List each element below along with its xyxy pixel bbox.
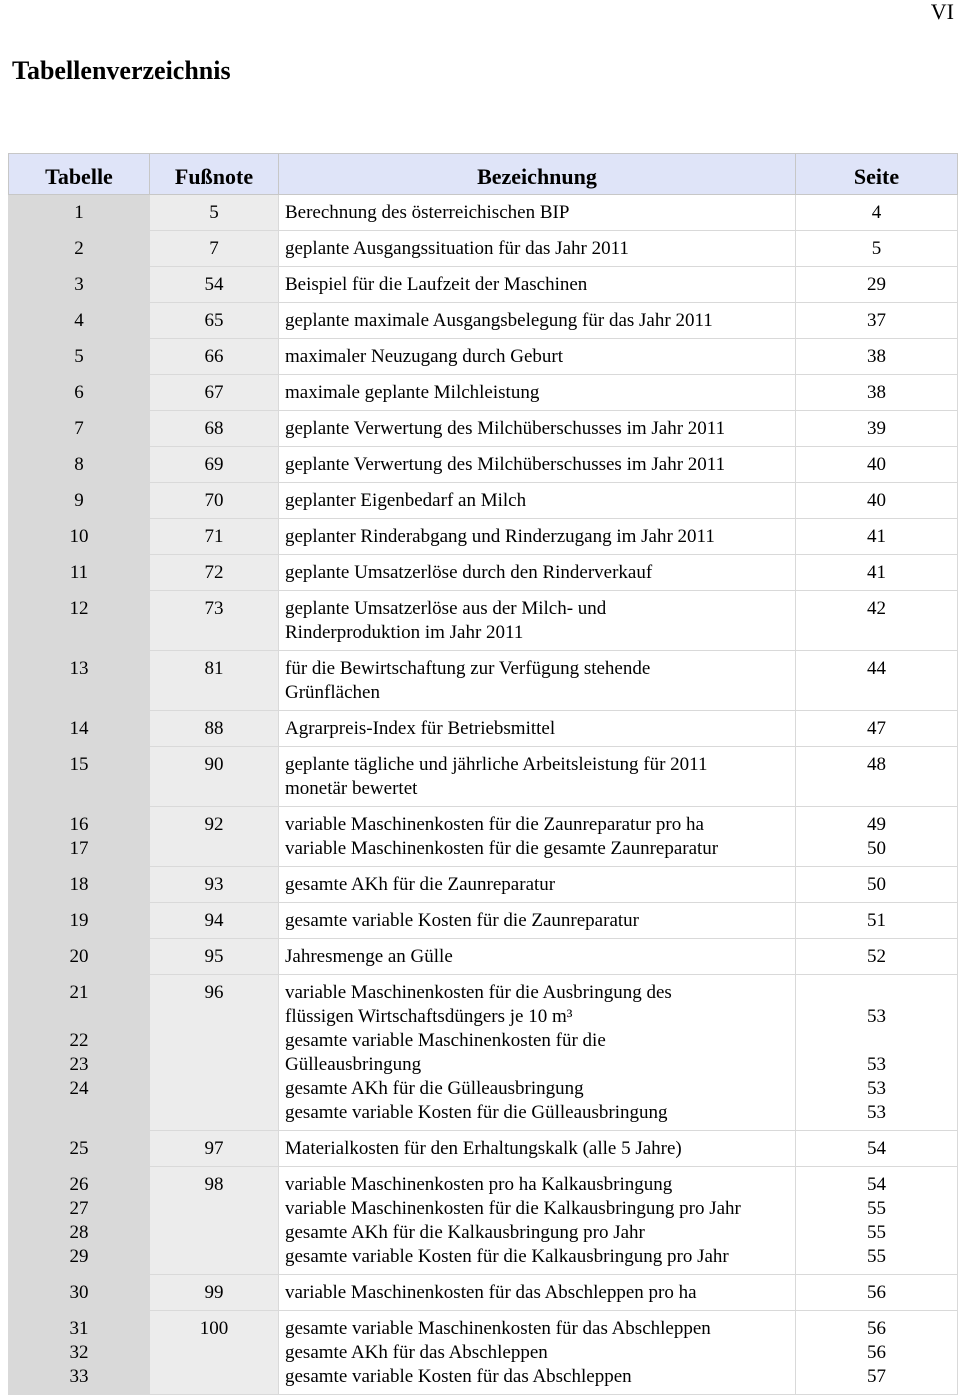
footnote-cell xyxy=(150,651,279,711)
page-ref: 53 xyxy=(867,1054,886,1075)
description-text: geplante Umsatzerlöse durch den Rinderverkauf xyxy=(285,562,653,583)
footnote-cell xyxy=(150,519,279,555)
table-number: 31 xyxy=(69,1318,89,1339)
header-description: Bezeichnung xyxy=(279,154,796,195)
table-number: 23 xyxy=(69,1054,89,1075)
page-number-cell xyxy=(796,411,958,447)
footnote-cell xyxy=(150,411,279,447)
table-number-cell xyxy=(9,267,150,303)
description-text: geplante Umsatzerlöse aus der Milch- und xyxy=(285,598,607,619)
description-cell xyxy=(279,591,796,651)
table-row xyxy=(9,555,958,591)
page-ref: 56 xyxy=(867,1282,886,1303)
table-row xyxy=(9,1167,958,1275)
table-number: 21 xyxy=(69,982,89,1003)
table-row xyxy=(9,975,958,1131)
description-cell xyxy=(279,975,796,1131)
table-row xyxy=(9,375,958,411)
page-ref: 53 xyxy=(867,1102,886,1123)
page-ref: 41 xyxy=(867,526,886,547)
table-number-cell xyxy=(9,1311,150,1395)
footnote-number: 68 xyxy=(204,418,224,439)
page-ref: 5 xyxy=(871,238,882,259)
footnote-number: 67 xyxy=(204,382,224,403)
description-text: Grünflächen xyxy=(285,682,380,703)
footnote-cell xyxy=(150,267,279,303)
footnote-cell xyxy=(150,975,279,1131)
table-row xyxy=(9,747,958,807)
table-row xyxy=(9,339,958,375)
table-number-cell xyxy=(9,447,150,483)
table-number: 15 xyxy=(69,754,89,775)
table-number xyxy=(15,1101,143,1125)
page-ref: 39 xyxy=(867,418,886,439)
page-number-cell xyxy=(796,711,958,747)
page-ref: 50 xyxy=(867,838,886,859)
footnote-number: 99 xyxy=(204,1282,224,1303)
page-number-cell xyxy=(796,651,958,711)
header-table: Tabelle xyxy=(9,154,150,195)
table-number: 1 xyxy=(74,202,84,223)
description-text: flüssigen Wirtschaftsdüngers je 10 m³ xyxy=(285,1006,573,1027)
footnote-cell xyxy=(150,1167,279,1275)
table-number: 9 xyxy=(74,490,84,511)
page-ref: 55 xyxy=(867,1222,886,1243)
table-number: 20 xyxy=(69,946,89,967)
page-ref: 53 xyxy=(867,1006,886,1027)
table-number: 3 xyxy=(74,274,84,295)
description-text: variable Maschinenkosten pro ha Kalkausbringung xyxy=(285,1174,673,1195)
table-body xyxy=(9,195,958,1395)
page-number-cell xyxy=(796,1131,958,1167)
description-text: geplante Verwertung des Milchüberschusses im Jahr 2011 xyxy=(285,454,726,475)
table-number: 14 xyxy=(69,718,89,739)
page-number-cell xyxy=(796,339,958,375)
footnote-number: 97 xyxy=(204,1138,224,1159)
table-number-cell xyxy=(9,555,150,591)
table-row xyxy=(9,519,958,555)
page-ref: 55 xyxy=(867,1198,886,1219)
header-footnote: Fußnote xyxy=(150,154,279,195)
description-text: gesamte AKh für die Kalkausbringung pro Jahr xyxy=(285,1222,645,1243)
page-number-cell xyxy=(796,747,958,807)
table-number-cell xyxy=(9,303,150,339)
page-ref: 57 xyxy=(867,1366,886,1387)
table-number: 13 xyxy=(69,658,89,679)
description-text: Beispiel für die Laufzeit der Maschinen xyxy=(285,274,588,295)
footnote-number: 92 xyxy=(204,814,224,835)
table-number-cell xyxy=(9,375,150,411)
footnote-cell xyxy=(150,303,279,339)
description-cell xyxy=(279,339,796,375)
footnote-cell xyxy=(150,867,279,903)
page-number-cell xyxy=(796,1311,958,1395)
table-number-cell xyxy=(9,747,150,807)
page-number-cell xyxy=(796,303,958,339)
page-number-cell xyxy=(796,867,958,903)
page-number: VI xyxy=(930,0,954,24)
footnote-cell xyxy=(150,807,279,867)
table-number: 24 xyxy=(69,1078,89,1099)
table-number-cell xyxy=(9,903,150,939)
table-number: 6 xyxy=(74,382,84,403)
page-ref xyxy=(802,1029,951,1053)
page-ref: 41 xyxy=(867,562,886,583)
page-ref: 4 xyxy=(871,202,882,223)
page-number-cell xyxy=(796,267,958,303)
description-text: variable Maschinenkosten für die Zaunreparatur pro ha xyxy=(285,814,704,835)
page-ref: 29 xyxy=(867,274,886,295)
page-number-cell xyxy=(796,1275,958,1311)
description-text: gesamte variable Kosten für die Zaunreparatur xyxy=(285,910,639,931)
table-number: 27 xyxy=(69,1198,89,1219)
page-ref: 38 xyxy=(867,346,886,367)
footnote-number: 90 xyxy=(204,754,224,775)
table-number-cell xyxy=(9,411,150,447)
description-text: Rinderproduktion im Jahr 2011 xyxy=(285,622,524,643)
table-number-cell xyxy=(9,339,150,375)
page-ref: 42 xyxy=(867,598,886,619)
description-text: monetär bewertet xyxy=(285,778,418,799)
description-text: gesamte variable Kosten für die Gülleausbringung xyxy=(285,1102,668,1123)
footnote-number: 65 xyxy=(204,310,224,331)
description-text: gesamte AKh für das Abschleppen xyxy=(285,1342,548,1363)
description-cell xyxy=(279,1167,796,1275)
footnote-number: 95 xyxy=(204,946,224,967)
page-number-cell xyxy=(796,807,958,867)
description-cell xyxy=(279,1275,796,1311)
table-row xyxy=(9,807,958,867)
description-cell xyxy=(279,519,796,555)
table-number: 19 xyxy=(69,910,89,931)
table-number-cell xyxy=(9,519,150,555)
table-number xyxy=(15,1005,143,1029)
table-number: 4 xyxy=(74,310,84,331)
footnote-number: 54 xyxy=(204,274,224,295)
table-number: 32 xyxy=(69,1342,89,1363)
page-ref: 55 xyxy=(867,1246,886,1267)
description-cell xyxy=(279,1131,796,1167)
footnote-number: 71 xyxy=(204,526,224,547)
page-ref: 52 xyxy=(867,946,886,967)
footnote-cell xyxy=(150,447,279,483)
page-ref: 47 xyxy=(867,718,886,739)
table-number: 25 xyxy=(69,1138,89,1159)
description-cell xyxy=(279,375,796,411)
table-number-cell xyxy=(9,711,150,747)
table-number: 28 xyxy=(69,1222,89,1243)
footnote-cell xyxy=(150,555,279,591)
table-header xyxy=(9,154,958,195)
page-number-cell xyxy=(796,903,958,939)
footnote-number: 7 xyxy=(209,238,219,259)
table-number: 26 xyxy=(69,1174,89,1195)
description-cell xyxy=(279,267,796,303)
table-row xyxy=(9,411,958,447)
table-number: 30 xyxy=(69,1282,89,1303)
footnote-number: 81 xyxy=(204,658,224,679)
page-number-cell xyxy=(796,519,958,555)
table-number-cell xyxy=(9,1131,150,1167)
table-number: 33 xyxy=(69,1366,89,1387)
description-text: Materialkosten für den Erhaltungskalk (alle 5 Jahre) xyxy=(285,1138,682,1159)
footnote-number: 73 xyxy=(204,598,224,619)
description-cell xyxy=(279,447,796,483)
footnote-cell xyxy=(150,1311,279,1395)
table-number-cell xyxy=(9,807,150,867)
table-number-cell xyxy=(9,975,150,1131)
page-ref: 50 xyxy=(867,874,886,895)
description-cell xyxy=(279,867,796,903)
table-number: 11 xyxy=(69,562,89,583)
description-text: geplante Verwertung des Milchüberschusses im Jahr 2011 xyxy=(285,418,726,439)
footnote-cell xyxy=(150,1275,279,1311)
description-text: gesamte variable Kosten für die Kalkausbringung pro Jahr xyxy=(285,1246,729,1267)
page-ref: 37 xyxy=(867,310,886,331)
description-text: variable Maschinenkosten für die Kalkausbringung pro Jahr xyxy=(285,1198,741,1219)
footnote-cell xyxy=(150,231,279,267)
table-row xyxy=(9,1131,958,1167)
footnote-cell xyxy=(150,903,279,939)
footnote-number: 70 xyxy=(204,490,224,511)
footnote-cell xyxy=(150,747,279,807)
page-ref: 49 xyxy=(867,814,886,835)
page-ref: 40 xyxy=(867,490,886,511)
footnote-number: 88 xyxy=(204,718,224,739)
description-cell xyxy=(279,939,796,975)
page-ref: 54 xyxy=(867,1138,886,1159)
page-ref: 40 xyxy=(867,454,886,475)
page-title: Tabellenverzeichnis xyxy=(12,56,231,85)
page-number-cell xyxy=(796,975,958,1131)
table-number-cell xyxy=(9,939,150,975)
table-row xyxy=(9,1275,958,1311)
table-number: 10 xyxy=(69,526,89,547)
description-text: variable Maschinenkosten für die Ausbringung des xyxy=(285,982,672,1003)
description-text: gesamte AKh für die Zaunreparatur xyxy=(285,874,556,895)
page-number-cell xyxy=(796,555,958,591)
description-text: gesamte AKh für die Gülleausbringung xyxy=(285,1078,584,1099)
table-number: 22 xyxy=(69,1030,89,1051)
table-row xyxy=(9,651,958,711)
description-text: variable Maschinenkosten für die gesamte Zaunreparatur xyxy=(285,838,719,859)
table-number: 8 xyxy=(74,454,84,475)
table-number: 16 xyxy=(69,814,89,835)
description-text: geplante Ausgangssituation für das Jahr 2011 xyxy=(285,238,629,259)
table-number: 2 xyxy=(74,238,84,259)
description-text: maximale geplante Milchleistung xyxy=(285,382,540,403)
footnote-cell xyxy=(150,339,279,375)
table-number-cell xyxy=(9,1167,150,1275)
footnote-number: 94 xyxy=(204,910,224,931)
description-text: Gülleausbringung xyxy=(285,1054,422,1075)
page-ref: 38 xyxy=(867,382,886,403)
table-row xyxy=(9,195,958,231)
description-cell xyxy=(279,303,796,339)
table-number: 5 xyxy=(74,346,84,367)
description-text: maximaler Neuzugang durch Geburt xyxy=(285,346,564,367)
description-text: gesamte variable Maschinenkosten für das Abschleppen xyxy=(285,1318,711,1339)
table-row xyxy=(9,591,958,651)
page-ref: 56 xyxy=(867,1318,886,1339)
table-number: 17 xyxy=(69,838,89,859)
table-row xyxy=(9,1311,958,1395)
description-cell xyxy=(279,651,796,711)
table-row xyxy=(9,231,958,267)
table-number-cell xyxy=(9,591,150,651)
description-cell xyxy=(279,711,796,747)
header-page: Seite xyxy=(796,154,958,195)
description-text: geplante maximale Ausgangsbelegung für das Jahr 2011 xyxy=(285,310,713,331)
page-ref: 48 xyxy=(867,754,886,775)
description-cell xyxy=(279,411,796,447)
footnote-cell xyxy=(150,195,279,231)
footnote-cell xyxy=(150,711,279,747)
table-of-tables xyxy=(8,153,958,1395)
footnote-number: 93 xyxy=(204,874,224,895)
page-number-cell xyxy=(796,1167,958,1275)
description-cell xyxy=(279,555,796,591)
description-cell xyxy=(279,807,796,867)
description-cell xyxy=(279,231,796,267)
description-text: Jahresmenge an Gülle xyxy=(285,946,453,967)
page-number-cell xyxy=(796,939,958,975)
page-ref: 44 xyxy=(867,658,886,679)
description-text: gesamte variable Maschinenkosten für die xyxy=(285,1030,606,1051)
table-number-cell xyxy=(9,1275,150,1311)
table-number-cell xyxy=(9,195,150,231)
page-ref: 56 xyxy=(867,1342,886,1363)
table-row xyxy=(9,867,958,903)
table-row xyxy=(9,303,958,339)
description-cell xyxy=(279,903,796,939)
table-number: 18 xyxy=(69,874,89,895)
description-cell xyxy=(279,195,796,231)
footnote-number: 66 xyxy=(204,346,224,367)
footnote-number: 5 xyxy=(209,202,219,223)
footnote-cell xyxy=(150,375,279,411)
table-number-cell xyxy=(9,231,150,267)
table-row xyxy=(9,939,958,975)
header-row xyxy=(9,154,958,195)
description-text: für die Bewirtschaftung zur Verfügung stehende xyxy=(285,658,651,679)
description-text: Agrarpreis-Index für Betriebsmittel xyxy=(285,718,556,739)
table-number-cell xyxy=(9,651,150,711)
footnote-number: 72 xyxy=(204,562,224,583)
footnote-cell xyxy=(150,1131,279,1167)
footnote-number: 98 xyxy=(204,1174,224,1195)
page-number-cell xyxy=(796,375,958,411)
page-ref xyxy=(802,981,951,1005)
footnote-number: 100 xyxy=(199,1318,229,1339)
page-ref: 54 xyxy=(867,1174,886,1195)
table-number: 29 xyxy=(69,1246,89,1267)
table-number: 7 xyxy=(74,418,84,439)
page-number-cell xyxy=(796,483,958,519)
description-text: geplante tägliche und jährliche Arbeitsleistung für 2011 xyxy=(285,754,708,775)
description-text: variable Maschinenkosten für das Abschleppen pro ha xyxy=(285,1282,697,1303)
footnote-number: 69 xyxy=(204,454,224,475)
page-number-cell xyxy=(796,231,958,267)
description-text: geplanter Rinderabgang und Rinderzugang im Jahr 2011 xyxy=(285,526,715,547)
description-cell xyxy=(279,483,796,519)
table-row xyxy=(9,267,958,303)
table-number: 12 xyxy=(69,598,89,619)
description-text: gesamte variable Kosten für das Abschleppen xyxy=(285,1366,632,1387)
footnote-cell xyxy=(150,939,279,975)
table-row xyxy=(9,483,958,519)
description-text: Berechnung des österreichischen BIP xyxy=(285,202,570,223)
footnote-number: 96 xyxy=(204,982,224,1003)
description-text: geplanter Eigenbedarf an Milch xyxy=(285,490,527,511)
table-row xyxy=(9,447,958,483)
table-row xyxy=(9,711,958,747)
page-number-cell xyxy=(796,591,958,651)
page-ref: 53 xyxy=(867,1078,886,1099)
description-cell xyxy=(279,1311,796,1395)
footnote-cell xyxy=(150,591,279,651)
page-number-cell xyxy=(796,447,958,483)
description-cell xyxy=(279,747,796,807)
footnote-cell xyxy=(150,483,279,519)
table-number-cell xyxy=(9,867,150,903)
page-ref: 51 xyxy=(867,910,886,931)
table-number-cell xyxy=(9,483,150,519)
table-row xyxy=(9,903,958,939)
page-number-cell xyxy=(796,195,958,231)
